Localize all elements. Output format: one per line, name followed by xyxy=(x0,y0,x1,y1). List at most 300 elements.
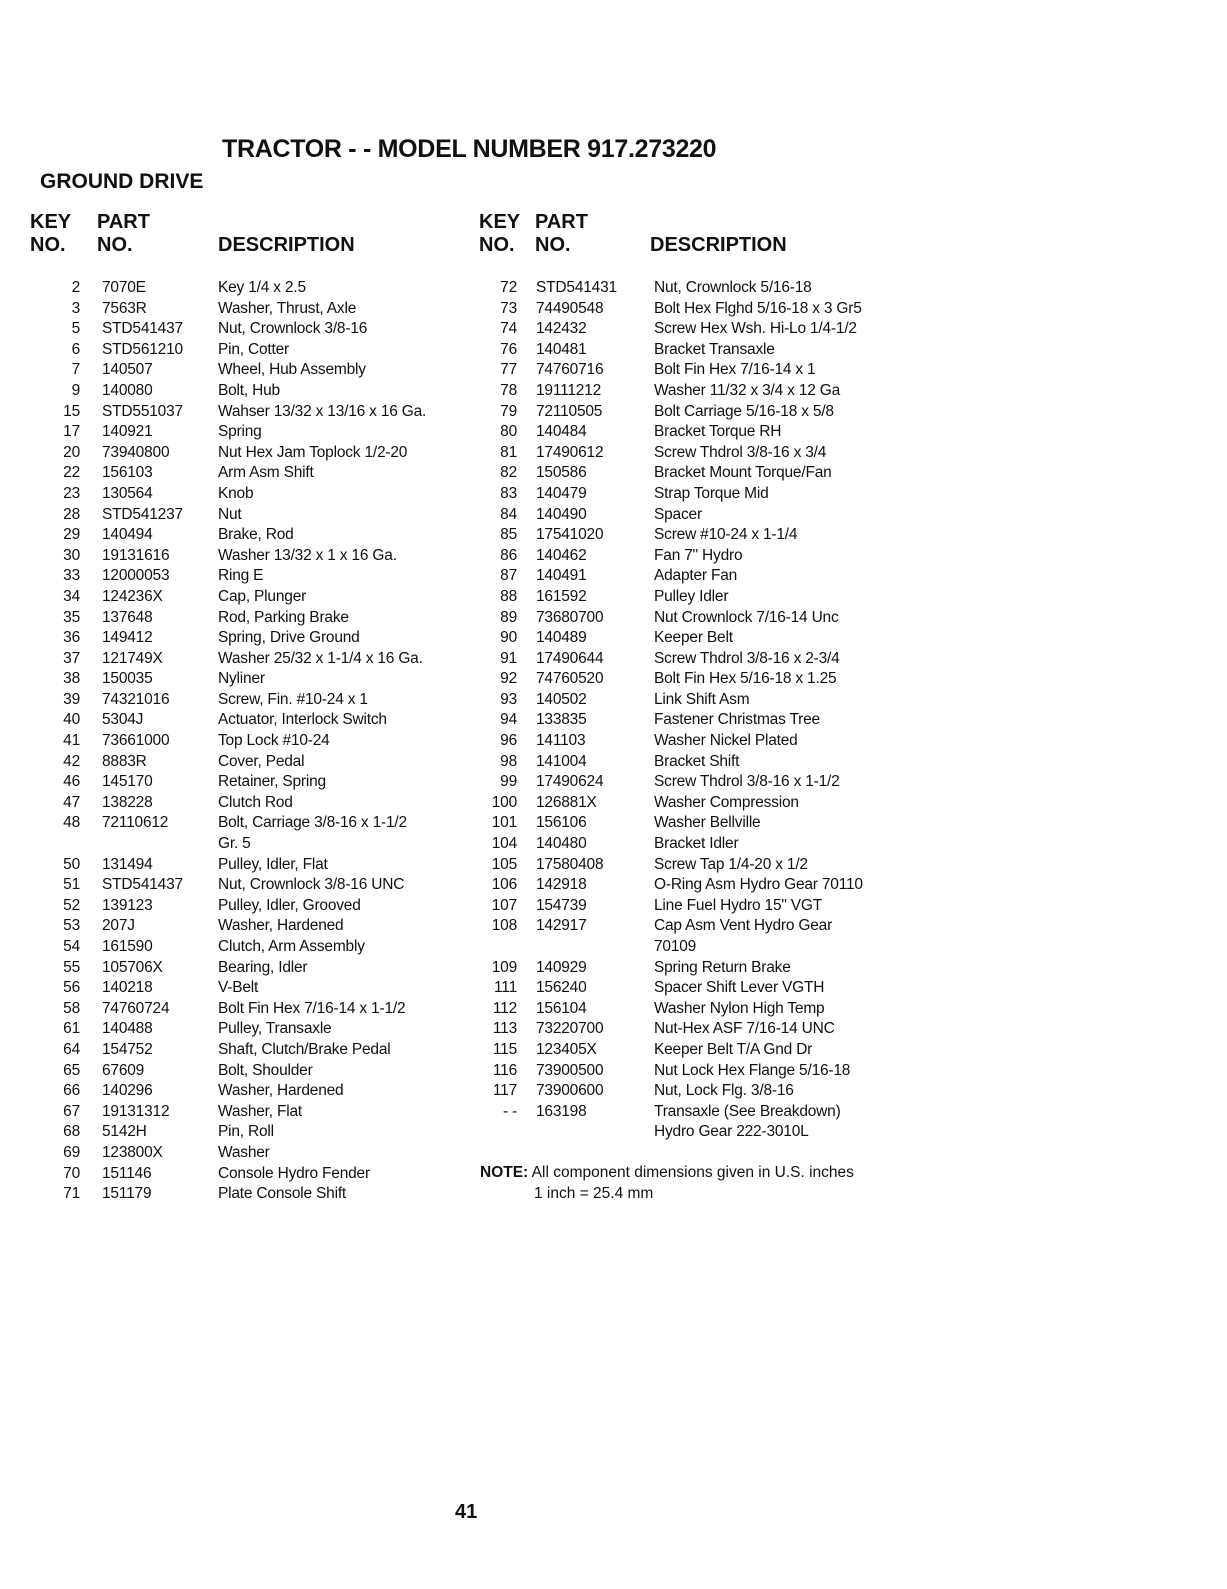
table-row xyxy=(474,587,904,608)
part-number: 140080 xyxy=(102,381,153,399)
key-number: 78 xyxy=(500,381,517,399)
key-number: - - xyxy=(502,1102,517,1120)
part-number: 137648 xyxy=(102,608,153,626)
part-number: STD541237 xyxy=(102,505,183,523)
part-description: Keeper Belt T/A Gnd Dr xyxy=(654,1040,813,1058)
key-number: 108 xyxy=(491,917,517,935)
key-number: 58 xyxy=(63,999,80,1017)
note-label: NOTE: xyxy=(480,1164,529,1181)
key-number: 84 xyxy=(500,505,517,523)
part-number: STD561210 xyxy=(102,340,183,358)
part-number: 74760724 xyxy=(102,999,170,1017)
page-title: TRACTOR - - MODEL NUMBER 917.273220 xyxy=(222,135,717,163)
key-number: 113 xyxy=(492,1020,517,1038)
part-number: 73900500 xyxy=(536,1061,604,1079)
table-row xyxy=(30,319,470,340)
part-description: O-Ring Asm Hydro Gear 70110 xyxy=(654,876,863,894)
part-description: Bracket Shift xyxy=(654,752,740,770)
part-description: Actuator, Interlock Switch xyxy=(218,711,387,729)
part-description: Transaxle (See Breakdown) Hydro Gear 222-3010L xyxy=(654,1102,841,1141)
part-number: 123405X xyxy=(536,1040,597,1058)
key-number: 15 xyxy=(63,402,80,420)
part-number: 74760716 xyxy=(536,361,604,379)
part-number: 140921 xyxy=(102,423,153,441)
part-number: 140462 xyxy=(536,546,587,564)
part-number: 121749X xyxy=(102,649,163,667)
part-number: 5142H xyxy=(102,1123,147,1141)
part-description: Arm Asm Shift xyxy=(218,464,314,482)
part-number: 140929 xyxy=(536,958,587,976)
part-description: Clutch Rod xyxy=(218,793,293,811)
key-number: 96 xyxy=(500,732,517,750)
key-number: 106 xyxy=(491,876,517,894)
table-row xyxy=(30,484,470,505)
key-number: 22 xyxy=(63,464,80,482)
key-number: 89 xyxy=(500,608,517,626)
part-description: Screw Hex Wsh. Hi-Lo 1/4-1/2 xyxy=(654,320,857,338)
key-number: 53 xyxy=(63,917,80,935)
part-number: 140494 xyxy=(102,526,153,544)
part-description: Pulley, Transaxle xyxy=(218,1020,332,1038)
key-number: 112 xyxy=(492,999,517,1017)
key-number: 52 xyxy=(63,896,80,914)
table-row xyxy=(474,916,904,957)
table-row xyxy=(30,402,470,423)
key-number: 23 xyxy=(63,484,80,502)
part-number: 140479 xyxy=(536,484,587,502)
key-number: 117 xyxy=(492,1082,517,1100)
part-description: Bolt, Shoulder xyxy=(218,1061,313,1079)
part-description: Washer 25/32 x 1-1/4 x 16 Ga. xyxy=(218,649,423,667)
part-description: Screw Thdrol 3/8-16 x 3/4 xyxy=(654,443,827,461)
key-number: 2 xyxy=(71,279,80,296)
header-description: DESCRIPTION xyxy=(218,234,355,256)
table-row xyxy=(30,566,470,587)
table-row xyxy=(474,978,904,999)
part-description: Brake, Rod xyxy=(218,526,294,544)
key-number: 93 xyxy=(500,690,517,708)
part-description: Bolt Fin Hex 5/16-18 x 1.25 xyxy=(654,670,837,688)
part-description: Bolt Carriage 5/16-18 x 5/8 xyxy=(654,402,834,420)
header-part-no: PART NO. xyxy=(535,211,588,256)
part-description: Bearing, Idler xyxy=(218,958,308,976)
key-number: 115 xyxy=(492,1040,517,1058)
part-description: Nut, Crownlock 3/8-16 UNC xyxy=(218,876,405,894)
part-description: Washer, Flat xyxy=(218,1102,303,1120)
table-row xyxy=(474,875,904,896)
part-number: STD541437 xyxy=(102,320,183,338)
table-row xyxy=(474,381,904,402)
key-number: 3 xyxy=(71,299,80,317)
part-description: Nut-Hex ASF 7/16-14 UNC xyxy=(654,1020,835,1038)
table-row xyxy=(474,319,904,340)
key-number: 50 xyxy=(63,855,80,873)
part-description: Keeper Belt xyxy=(654,629,733,647)
part-number: 140507 xyxy=(102,361,153,379)
table-row xyxy=(474,855,904,876)
part-description: Rod, Parking Brake xyxy=(218,608,349,626)
part-number: 67609 xyxy=(102,1061,145,1079)
part-number: 126881X xyxy=(536,793,597,811)
table-row xyxy=(30,278,470,299)
part-description: Washer 13/32 x 1 x 16 Ga. xyxy=(218,546,397,564)
part-number: 140488 xyxy=(102,1020,153,1038)
part-number: 140490 xyxy=(536,505,587,523)
part-number: 12000053 xyxy=(102,567,170,585)
table-row xyxy=(474,1102,904,1143)
part-number: 149412 xyxy=(102,629,153,647)
table-row xyxy=(30,340,470,361)
key-number: 64 xyxy=(63,1040,80,1058)
part-description: Bolt Fin Hex 7/16-14 x 1-1/2 xyxy=(218,999,406,1017)
key-number: 40 xyxy=(63,711,80,729)
table-row xyxy=(30,937,470,958)
key-number: 94 xyxy=(500,711,517,729)
part-description: Pulley, Idler, Flat xyxy=(218,855,328,873)
table-row xyxy=(30,1061,470,1082)
table-row xyxy=(30,299,470,320)
part-number: 73220700 xyxy=(536,1020,604,1038)
part-number: 73661000 xyxy=(102,732,170,750)
table-row xyxy=(474,710,904,731)
key-number: 55 xyxy=(63,958,80,976)
part-number: 140484 xyxy=(536,423,587,441)
part-description: Nut, Crownlock 3/8-16 xyxy=(218,320,368,338)
key-number: 71 xyxy=(63,1185,80,1203)
key-number: 56 xyxy=(63,979,80,997)
key-number: 86 xyxy=(500,546,517,564)
part-number: 5304J xyxy=(102,711,144,729)
part-description: Pulley Idler xyxy=(654,587,729,605)
table-row xyxy=(30,958,470,979)
key-number: 34 xyxy=(63,587,80,605)
part-number: 73940800 xyxy=(102,443,170,461)
part-description: Strap Torque Mid xyxy=(654,484,769,502)
parts-list-left xyxy=(30,278,470,1205)
table-row xyxy=(474,752,904,773)
table-row xyxy=(474,690,904,711)
key-number: 82 xyxy=(500,464,517,482)
part-number: 140502 xyxy=(536,690,587,708)
part-description: Spacer xyxy=(654,505,702,523)
table-row xyxy=(474,402,904,423)
table-row xyxy=(474,731,904,752)
table-row xyxy=(474,649,904,670)
part-description: Nut, Lock Flg. 3/8-16 xyxy=(654,1082,794,1100)
key-number: 101 xyxy=(491,814,517,832)
key-number: 36 xyxy=(63,629,80,647)
key-number: 104 xyxy=(491,835,517,853)
key-number: 88 xyxy=(500,587,517,605)
part-number: 17541020 xyxy=(536,526,604,544)
key-number: 92 xyxy=(500,670,517,688)
part-number: 151179 xyxy=(102,1185,152,1203)
table-row xyxy=(474,1019,904,1040)
part-description: Link Shift Asm xyxy=(654,690,750,708)
part-number: 72110505 xyxy=(536,402,603,420)
part-number: 142917 xyxy=(536,917,587,935)
table-row xyxy=(30,628,470,649)
table-row xyxy=(474,505,904,526)
key-number: 46 xyxy=(63,773,80,791)
table-row xyxy=(30,649,470,670)
part-number: 207J xyxy=(102,917,135,935)
key-number: 39 xyxy=(63,690,80,708)
part-number: 142432 xyxy=(536,320,587,338)
table-row xyxy=(30,772,470,793)
part-number: 154752 xyxy=(102,1040,153,1058)
key-number: 98 xyxy=(500,752,517,770)
part-number: 17490612 xyxy=(536,443,604,461)
table-row xyxy=(30,463,470,484)
table-row xyxy=(30,525,470,546)
key-number: 68 xyxy=(63,1123,80,1141)
part-description: Clutch, Arm Assembly xyxy=(218,938,365,955)
part-number: 156104 xyxy=(536,999,587,1017)
table-row xyxy=(30,608,470,629)
part-number: 154739 xyxy=(536,896,587,914)
key-number: 80 xyxy=(500,423,517,441)
table-row xyxy=(30,752,470,773)
part-number: 19111212 xyxy=(536,381,602,399)
key-number: 109 xyxy=(491,958,517,976)
key-number: 35 xyxy=(63,608,80,626)
part-description: Spring Return Brake xyxy=(654,958,791,976)
part-number: 141004 xyxy=(536,752,587,770)
table-row xyxy=(30,793,470,814)
part-number: 150035 xyxy=(102,670,153,688)
table-row xyxy=(474,463,904,484)
note-line-1: All component dimensions given in U.S. inches xyxy=(531,1164,854,1181)
part-description: Cap Asm Vent Hydro Gear 70109 xyxy=(654,917,833,955)
part-description: Top Lock #10-24 xyxy=(218,732,330,750)
key-number: 7 xyxy=(71,361,80,379)
key-number: 38 xyxy=(63,670,80,688)
key-number: 100 xyxy=(491,793,517,811)
part-number: 140481 xyxy=(536,340,587,358)
part-description: Console Hydro Fender xyxy=(218,1164,370,1182)
part-description: Washer xyxy=(218,1143,270,1161)
parts-table-left xyxy=(30,211,470,1205)
table-row xyxy=(474,360,904,381)
part-description: Nut Crownlock 7/16-14 Unc xyxy=(654,608,839,626)
part-number: 156240 xyxy=(536,979,587,997)
part-number: 17490644 xyxy=(536,649,604,667)
key-number: 87 xyxy=(500,567,517,585)
part-description: Nut Lock Hex Flange 5/16-18 xyxy=(654,1061,851,1079)
part-number: 140489 xyxy=(536,629,587,647)
part-number: 17490624 xyxy=(536,773,604,791)
part-description: Nut, Crownlock 5/16-18 xyxy=(654,279,812,296)
table-row xyxy=(30,505,470,526)
key-number: 99 xyxy=(500,773,517,791)
part-number: 140218 xyxy=(102,979,153,997)
table-row xyxy=(474,278,904,299)
table-row xyxy=(474,484,904,505)
key-number: 61 xyxy=(63,1020,80,1038)
table-row xyxy=(474,1081,904,1102)
part-description: Screw Tap 1/4-20 x 1/2 xyxy=(654,855,808,873)
part-description: Bracket Torque RH xyxy=(654,423,782,441)
table-row xyxy=(30,916,470,937)
table-row xyxy=(474,896,904,917)
key-number: 65 xyxy=(63,1061,80,1079)
part-description: Bracket Mount Torque/Fan xyxy=(654,464,832,482)
table-row xyxy=(474,1040,904,1061)
part-number: 124236X xyxy=(102,587,163,605)
key-number: 54 xyxy=(63,938,80,955)
key-number: 107 xyxy=(491,896,517,914)
table-row xyxy=(30,690,470,711)
key-number: 81 xyxy=(500,443,517,461)
part-number: STD541431 xyxy=(536,279,617,296)
part-description: Bolt, Carriage 3/8-16 x 1-1/2 Gr. 5 xyxy=(218,814,407,853)
part-number: 7070E xyxy=(102,279,146,296)
part-number: STD541437 xyxy=(102,876,183,894)
part-description: Spring, Drive Ground xyxy=(218,629,360,647)
key-number: 29 xyxy=(63,526,80,544)
key-number: 76 xyxy=(500,340,517,358)
part-number: 131494 xyxy=(102,855,153,873)
part-description: Fan 7" Hydro xyxy=(654,546,743,564)
table-row xyxy=(474,772,904,793)
part-description: Wheel, Hub Assembly xyxy=(218,361,366,379)
key-number: 74 xyxy=(500,320,517,338)
part-description: Cap, Plunger xyxy=(218,587,307,605)
key-number: 83 xyxy=(500,484,517,502)
part-number: 73900600 xyxy=(536,1082,604,1100)
part-description: Washer, Hardened xyxy=(218,1082,344,1100)
table-row xyxy=(30,546,470,567)
part-description: Washer Compression xyxy=(654,793,799,811)
table-row xyxy=(30,896,470,917)
part-number: 138228 xyxy=(102,793,153,811)
part-description: Washer, Thrust, Axle xyxy=(218,299,357,317)
part-description: Screw, Fin. #10-24 x 1 xyxy=(218,690,368,708)
part-number: 142918 xyxy=(536,876,587,894)
table-row xyxy=(30,1102,470,1123)
header-description: DESCRIPTION xyxy=(650,234,787,256)
part-description: Fastener Christmas Tree xyxy=(654,711,820,729)
table-row xyxy=(30,1081,470,1102)
key-number: 72 xyxy=(500,279,517,296)
part-description: Spacer Shift Lever VGTH xyxy=(654,979,825,997)
part-number: 74490548 xyxy=(536,299,604,317)
part-number: 17580408 xyxy=(536,855,604,873)
part-description: Ring E xyxy=(218,567,264,585)
parts-list-right xyxy=(474,278,904,1143)
table-row xyxy=(474,669,904,690)
table-row xyxy=(474,299,904,320)
table-row xyxy=(30,813,470,854)
part-number: 74321016 xyxy=(102,690,170,708)
part-description: Screw #10-24 x 1-1/4 xyxy=(654,526,798,544)
part-description: Bolt Hex Flghd 5/16-18 x 3 Gr5 xyxy=(654,299,862,317)
dimension-note xyxy=(480,1162,854,1204)
part-description: Shaft, Clutch/Brake Pedal xyxy=(218,1040,391,1058)
table-row xyxy=(30,360,470,381)
part-number: 161592 xyxy=(536,587,587,605)
key-number: 69 xyxy=(63,1143,80,1161)
table-row xyxy=(30,1040,470,1061)
part-description: Bracket Transaxle xyxy=(654,340,775,358)
table-row xyxy=(474,999,904,1020)
key-number: 116 xyxy=(492,1061,517,1079)
part-description: Bracket Idler xyxy=(654,835,739,853)
table-row xyxy=(30,710,470,731)
key-number: 37 xyxy=(63,649,80,667)
part-description: Wahser 13/32 x 13/16 x 16 Ga. xyxy=(218,402,427,420)
part-number: 150586 xyxy=(536,464,587,482)
table-row xyxy=(474,793,904,814)
table-row xyxy=(30,381,470,402)
table-row xyxy=(474,546,904,567)
part-description: Screw Thdrol 3/8-16 x 2-3/4 xyxy=(654,649,840,667)
table-row xyxy=(30,1122,470,1143)
key-number: 90 xyxy=(500,629,517,647)
table-row xyxy=(30,999,470,1020)
part-number: 145170 xyxy=(102,773,153,791)
key-number: 28 xyxy=(63,505,80,523)
part-number: 8883R xyxy=(102,752,147,770)
key-number: 66 xyxy=(63,1082,80,1100)
part-description: Bolt, Hub xyxy=(218,381,280,399)
part-number: 19131616 xyxy=(102,546,170,564)
part-description: Washer 11/32 x 3/4 x 12 Ga xyxy=(654,381,841,399)
part-description: Cover, Pedal xyxy=(218,752,305,770)
part-number: 105706X xyxy=(102,958,163,976)
part-description: Line Fuel Hydro 15" VGT xyxy=(654,896,823,914)
table-row xyxy=(30,731,470,752)
part-description: Pin, Cotter xyxy=(218,340,290,358)
key-number: 51 xyxy=(63,876,80,894)
table-row xyxy=(30,443,470,464)
part-description: Nyliner xyxy=(218,670,265,688)
table-row xyxy=(474,628,904,649)
part-description: Screw Thdrol 3/8-16 x 1-1/2 xyxy=(654,773,840,791)
part-description: Washer, Hardened xyxy=(218,917,344,935)
part-number: 19131312 xyxy=(102,1102,170,1120)
part-description: Washer Bellville xyxy=(654,814,761,832)
part-number: 123800X xyxy=(102,1143,163,1161)
part-description: Retainer, Spring xyxy=(218,773,326,791)
key-number: 41 xyxy=(63,732,80,750)
part-description: Adapter Fan xyxy=(654,567,738,585)
part-description: Plate Console Shift xyxy=(218,1185,347,1203)
part-description: V-Belt xyxy=(218,979,259,997)
key-number: 67 xyxy=(63,1102,80,1120)
table-row xyxy=(474,834,904,855)
part-number: 161590 xyxy=(102,938,153,955)
key-number: 77 xyxy=(500,361,517,379)
part-number: 72110612 xyxy=(102,814,169,832)
header-key-no: KEY NO. xyxy=(479,211,521,256)
part-description: Washer Nickel Plated xyxy=(654,732,798,750)
part-number: 151146 xyxy=(102,1164,152,1182)
table-row xyxy=(474,566,904,587)
part-number: 156103 xyxy=(102,464,153,482)
table-row xyxy=(30,1143,470,1164)
part-description: Pulley, Idler, Grooved xyxy=(218,896,361,914)
part-description: Nut xyxy=(218,505,242,523)
part-number: 7563R xyxy=(102,299,147,317)
table-row xyxy=(474,525,904,546)
parts-table-right xyxy=(474,211,904,1143)
part-description: Pin, Roll xyxy=(218,1123,274,1141)
key-number: 91 xyxy=(500,649,517,667)
table-row xyxy=(30,855,470,876)
part-description: Knob xyxy=(218,484,254,502)
